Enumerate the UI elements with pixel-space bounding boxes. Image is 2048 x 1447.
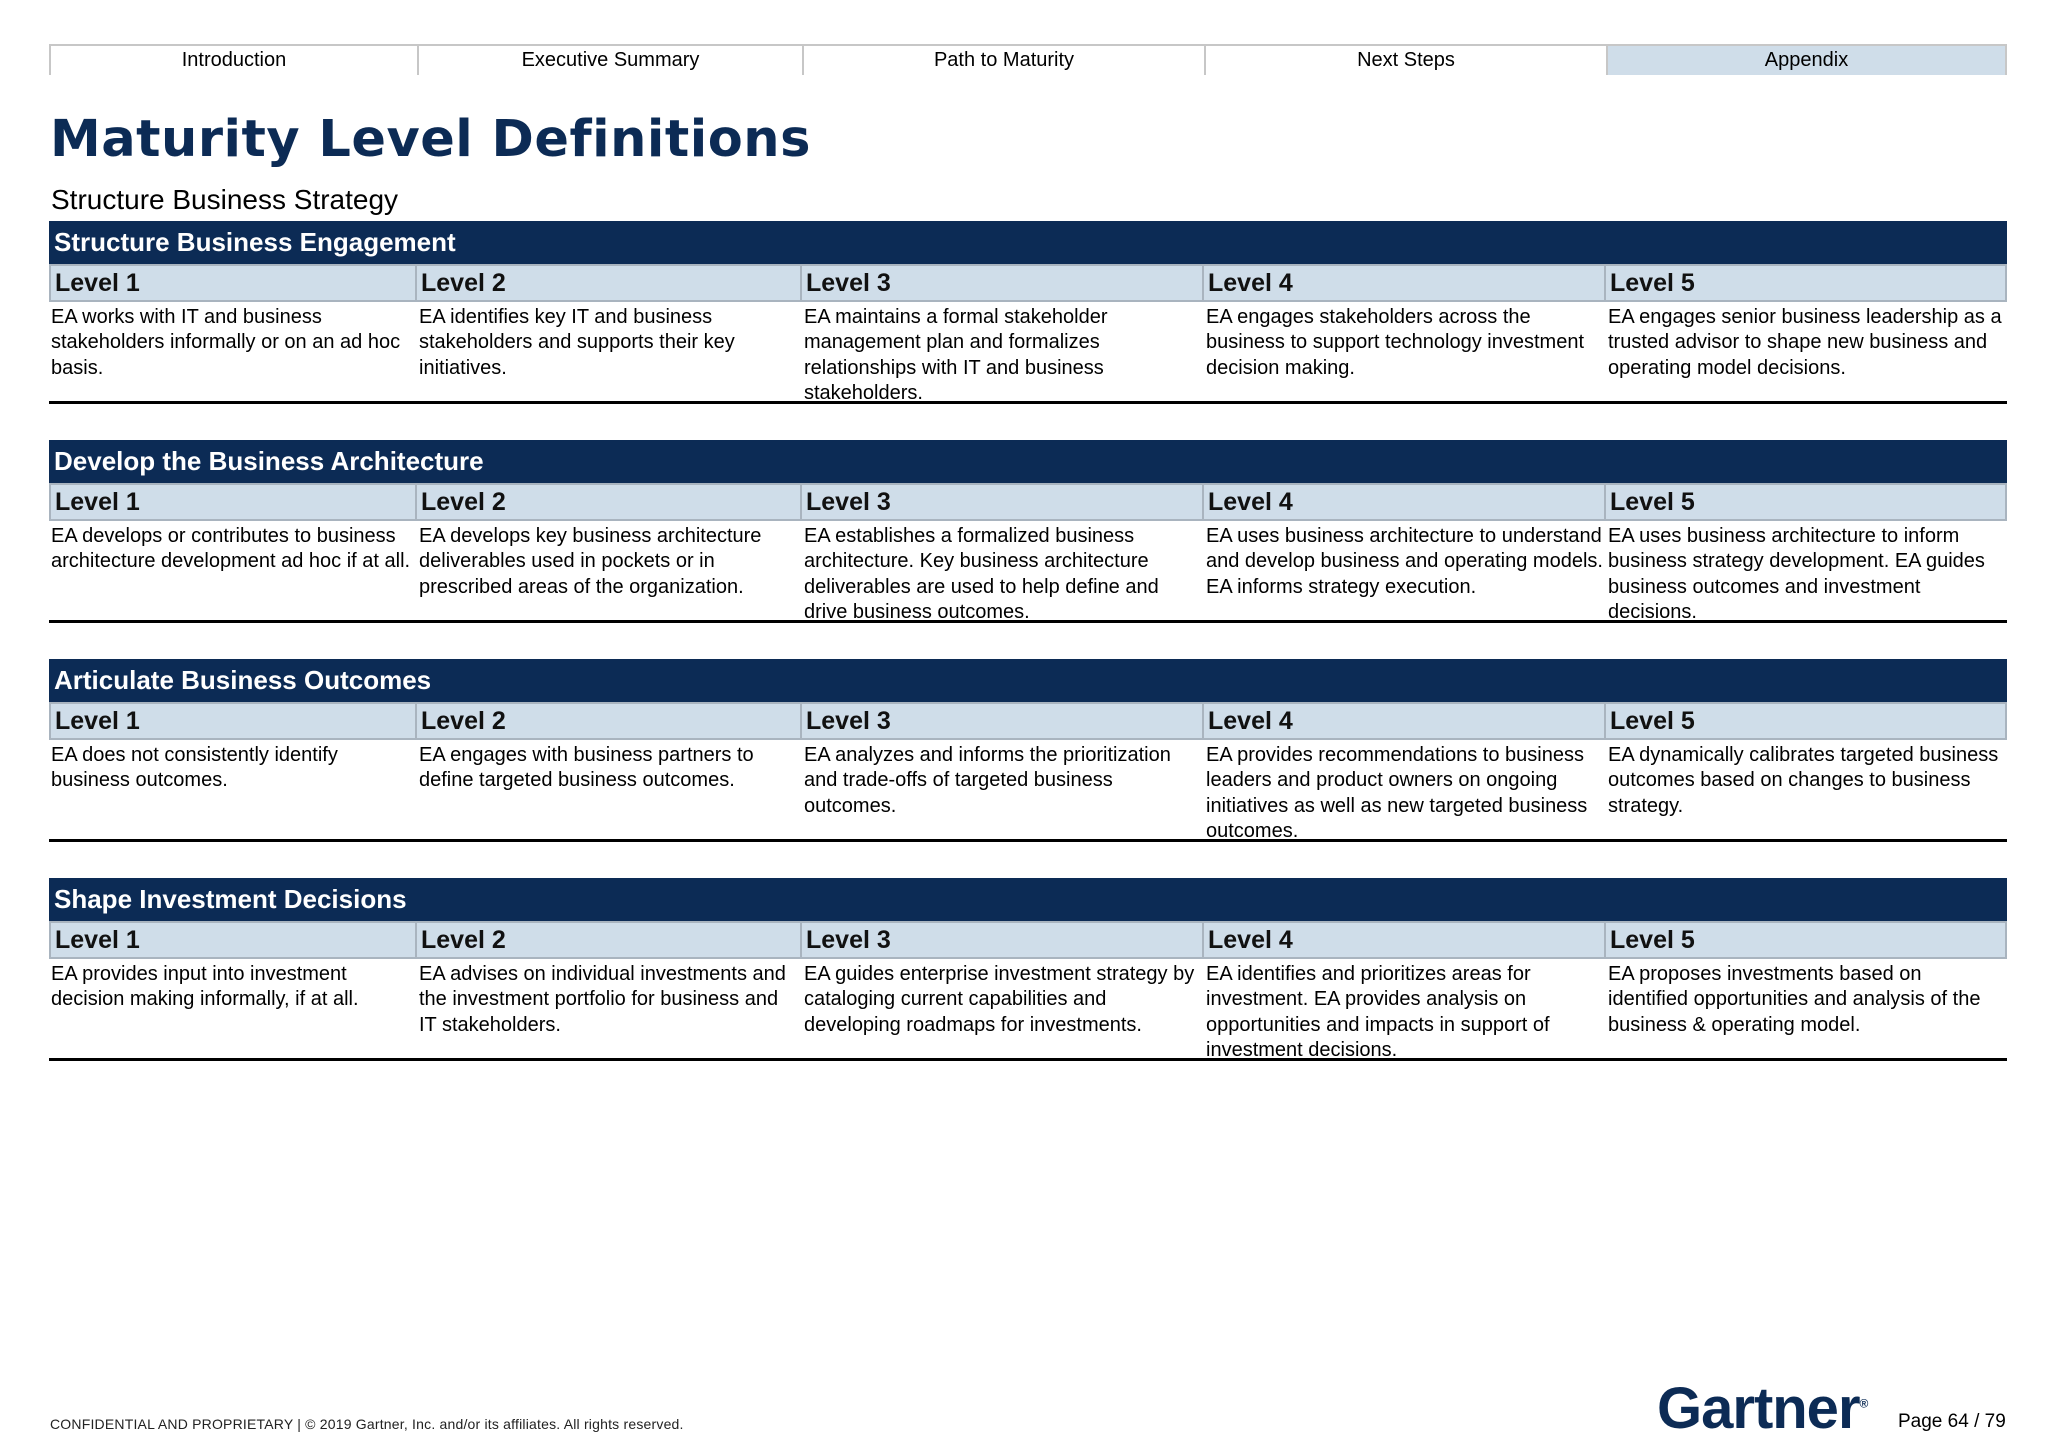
level-5-description: EA proposes investments based on identified opportunities and analysis of the business & operating model. [1608, 963, 1981, 1036]
tab-path-to-maturity[interactable]: Path to Maturity [802, 46, 1204, 75]
level-1-description: EA works with IT and business stakeholders informally or on an ad hoc basis. [51, 306, 401, 379]
page-number: Page 64 / 79 [1898, 1411, 2006, 1432]
tab-next-steps[interactable]: Next Steps [1204, 46, 1606, 75]
level-5-description: EA uses business architecture to inform business strategy development. EA guides business outcomes and investment decisions. [1608, 525, 1985, 623]
section-develop-business-architecture [49, 440, 2007, 623]
section-header: Develop the Business Architecture [49, 440, 2007, 483]
description-row [49, 959, 2007, 1061]
level-1-description: EA does not consistently identify business outcomes. [51, 744, 338, 792]
page-subtitle: Structure Business Strategy [51, 184, 399, 215]
page-title: Maturity Level Definitions [50, 110, 811, 169]
confidential-notice: CONFIDENTIAL AND PROPRIETARY | © 2019 Gartner, Inc. and/or its affiliates. All rights reserved. [50, 1416, 684, 1432]
level-1-header: Level 1 [49, 923, 417, 957]
level-4-description: EA engages stakeholders across the business to support technology investment decision making. [1206, 306, 1584, 379]
level-3-header: Level 3 [802, 266, 1204, 300]
level-4-description: EA identifies and prioritizes areas for investment. EA provides analysis on opportunities and impacts in support of investment decisions. [1206, 963, 1550, 1061]
level-4-header: Level 4 [1204, 266, 1606, 300]
description-row [49, 521, 2007, 623]
registered-mark: ® [1859, 1396, 1869, 1411]
level-4-header: Level 4 [1204, 923, 1606, 957]
level-5-description: EA dynamically calibrates targeted business outcomes based on changes to business strategy. [1608, 744, 1999, 817]
level-2-description: EA engages with business partners to define targeted business outcomes. [419, 744, 754, 792]
tab-appendix[interactable]: Appendix [1606, 46, 2007, 75]
section-header: Articulate Business Outcomes [49, 659, 2007, 702]
tab-introduction[interactable]: Introduction [49, 46, 417, 75]
section-header: Shape Investment Decisions [49, 878, 2007, 921]
level-5-description: EA engages senior business leadership as a trusted advisor to shape new business and operating model decisions. [1608, 306, 2002, 379]
level-3-description: EA guides enterprise investment strategy by cataloging current capabilities and developing roadmaps for investments. [804, 963, 1195, 1036]
section-articulate-business-outcomes [49, 659, 2007, 842]
level-2-description: EA develops key business architecture deliverables used in pockets or in prescribed areas of the organization. [419, 525, 762, 598]
description-row [49, 740, 2007, 842]
section-shape-investment-decisions [49, 878, 2007, 1061]
level-2-header: Level 2 [417, 485, 802, 519]
level-header-row [49, 702, 2007, 740]
section-structure-business-engagement [49, 221, 2007, 404]
level-5-header: Level 5 [1606, 266, 2007, 300]
level-2-description: EA advises on individual investments and the investment portfolio for business and IT stakeholders. [419, 963, 786, 1036]
level-4-description: EA provides recommendations to business leaders and product owners on ongoing initiatives as well as new targeted business outcomes. [1206, 744, 1588, 842]
level-1-description: EA develops or contributes to business architecture development ad hoc if at all. [51, 525, 411, 573]
level-3-description: EA establishes a formalized business architecture. Key business architecture deliverables are used to help define and drive business outcomes. [804, 525, 1159, 623]
level-3-description: EA maintains a formal stakeholder management plan and formalizes relationships with IT and business stakeholders. [804, 306, 1108, 404]
level-4-header: Level 4 [1204, 485, 1606, 519]
level-5-header: Level 5 [1606, 485, 2007, 519]
logo-text: Gartner [1657, 1376, 1860, 1441]
level-2-header: Level 2 [417, 923, 802, 957]
level-3-header: Level 3 [802, 704, 1204, 738]
level-4-description: EA uses business architecture to understand and develop business and operating models. EA informs strategy execution. [1206, 525, 1603, 598]
gartner-logo [1657, 1375, 1868, 1442]
level-2-description: EA identifies key IT and business stakeholders and supports their key initiatives. [419, 306, 735, 379]
level-header-row [49, 483, 2007, 521]
description-row [49, 302, 2007, 404]
level-4-header: Level 4 [1204, 704, 1606, 738]
top-navigation [49, 44, 2007, 75]
level-1-header: Level 1 [49, 266, 417, 300]
level-1-header: Level 1 [49, 485, 417, 519]
level-header-row [49, 264, 2007, 302]
level-5-header: Level 5 [1606, 704, 2007, 738]
level-3-header: Level 3 [802, 485, 1204, 519]
level-3-description: EA analyzes and informs the prioritization and trade-offs of targeted business outcomes. [804, 744, 1171, 817]
level-5-header: Level 5 [1606, 923, 2007, 957]
level-3-header: Level 3 [802, 923, 1204, 957]
tab-executive-summary[interactable]: Executive Summary [417, 46, 802, 75]
section-header: Structure Business Engagement [49, 221, 2007, 264]
level-header-row [49, 921, 2007, 959]
level-2-header: Level 2 [417, 266, 802, 300]
level-1-header: Level 1 [49, 704, 417, 738]
level-1-description: EA provides input into investment decision making informally, if at all. [51, 963, 359, 1011]
level-2-header: Level 2 [417, 704, 802, 738]
